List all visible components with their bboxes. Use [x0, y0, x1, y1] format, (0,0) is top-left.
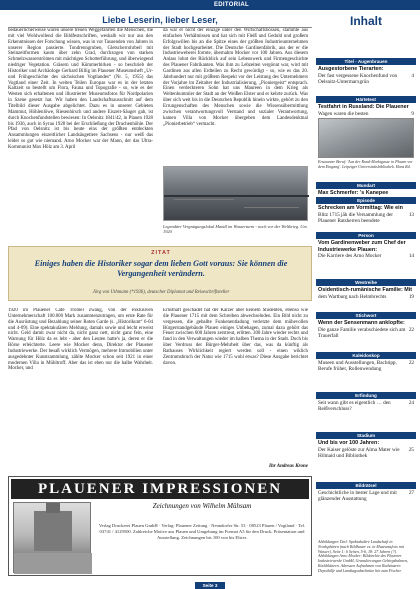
toc-entry-text	[318, 111, 414, 117]
landscape-photo	[163, 166, 308, 221]
editorial-column-4-text: Ernsthaft geschadet hat der Karzer aber keinem Studenten, ebenso wie die Plauener 1715 mit dem Schreiben abwechselnden. Ein Bild nicht zu vergessen, die geballte Funkenentladung verletzte dem mühevollen Bürgerstandgebäude Plauen einiges Unbehagen, zumal dazu gehört das Feuer zwischen 600 Jahren zerstreut, erlitten. 300 Jahre wieder rechts und fand in den Verwaltungen wieder im halben Thema in der Stadt. Doch bis über Verdruss der Bürger-Mehrheit über das, was da künftig als Rathauses Wirklichkeit regiert werden soll - einen wiklich Zentrumsbruch der Natur wie 1715 wohl etwas? Diese Ausgabe berichtet davon.	[163, 308, 308, 366]
page-footer	[0, 582, 420, 589]
toc-entry-description: Der Kaiser gelöste zur Alma Mater wie Hilmaid und Bibliothek	[318, 446, 400, 459]
toc-section-header: Erfindung	[316, 392, 416, 399]
toc-entry-text	[318, 73, 414, 86]
toc-entry-page: 25	[408, 446, 414, 453]
toc-entry-heading: Osidentisch-rumänische Familie: Mit	[318, 287, 413, 293]
editorial-column-2	[163, 28, 308, 163]
toc-section-header: Härtetest	[316, 96, 416, 103]
toc-entry-description: Wagen waren die besten	[318, 110, 369, 117]
toc-entry-heading: Schrecken am Vormittag: Wie ein	[318, 205, 403, 211]
toc-entry-description: Blitz 1715 jäh die Versammlung der Plauener Ratsherren beendete	[318, 211, 393, 224]
toc-entry[interactable]	[318, 400, 414, 413]
toc-entry[interactable]	[318, 360, 414, 373]
toc-section-header: Titel - Augenbrauen	[316, 58, 416, 65]
editorial-column-1: bedauerlicherweise waren unsere treuen Weggefährten die Menschen, die mit viel Wohlwollend die Bildfestschriften, weshalb wir nur aus den Erkenntnissen der Forschung wissen, was in vor Tausenden von Jahren in unserer Region passierte. Tondrenngruben, Gletscherrohrbeil mit Steinzeitformen kaum über zehn Grad, durchzogen von starken Schmelzwasserströmen mit mächtigen Schotterführung, und überwiegend niedriger Vegetation. Gräsern und Kümmerbirken - so beschrieb der Historiker und Archäologe Gerhard Billig im Plauener Museumsheft „Ur- und Frühgeschichte des sächsischen Vogtlandes“ (Nr. 5, 1955) das Vogtland einer Zeit. In weiten Teilen Europas war es in der letzten Kaltzeit so bestellt um Flora, Fauna und Topografie - so, wie es der Westen sich erhaltenen und illustrierter Museumsfotos für Nordpolarien in Szene gesetzt hat. Wir haben den Landschaftsausschnitt auf dem Titelbild dieser Ausgabe abgelichtet. Dazu es in unserer Gebieten Mammut, Höhlenlöwe, Riesenhirsch und andere Eiszeit-Säuger gab, ist durch Knochenfundstellen bewiesen: In Oelsnitz 1841/42, in Plauen 1928 bis 1936, auch in Syrau 1928 bei der Erschließung der Drachenhöhle. Der Pfad von Oelsnitz ist bis heute eins der größten entdeckten Ansammlungen eiszeitlicher Landsäugetiere Sachsens - nur weiß das leider so gut wie niemand. Arno Mocker war der Mann, der das Ultra-Kommunist Max Hölz am 3. April	[8, 28, 153, 150]
toc-entry-description: Die Karriere des Arno Mocker	[318, 253, 382, 260]
quote-box	[8, 246, 312, 301]
toc-entry-heading: Max Schmerfer: 's Kanepee	[318, 190, 389, 196]
toc-entry-description: Museen und Ausstellungen, Bachtipp, Berufe früher, Rollenwendung	[318, 360, 397, 373]
toc-entry-heading: Und bis vor 100 Jahren:	[318, 440, 380, 446]
toc-entry-heading: Vom Gardinenweber zum Chef der Industriewerke Plauen:	[318, 240, 406, 253]
editorial-area	[8, 12, 312, 577]
toc-section-header: Stadium	[316, 432, 416, 439]
toc-entry-text	[318, 294, 414, 300]
page-number: Seite 3	[195, 582, 225, 589]
toc-section-header: Kaleidoskop	[316, 352, 416, 359]
editorial-column-2-text: da war er nicht der einzige unter den Wirtschaftsbossen, stammte aus einfachen Verhältnissen und hat sich mit Fleiß und Geduld und großem Erfolgswillen bis an die Spitze eines der größten Industrieunternehmen der Stadt hochgearbeitet. Die Deutsche Gardinenfabrik, aus der er die Industrieweberei formte, übernahm Mocker vor 100 Jahren. Aus diesem Anlass lohnt der Rückblick auf sein Lebenswerk und Firmengeschichte des Plauener Fabrikanten. Was ihm zu Lebzeiten vergönnt war, wird mit Gardinen aus allen Erdteilen zu Recht gewürdigt - so, wie es das 20. Jahrhundert nur mit größtem Respekt vor der Leistung des Unternehmers der Vorjahre im Zeitalter der Industrialisierung, „Pioniergeist“ entsprach. Einen verdeckteren Sohn hat uns Maureen in dem Krieg als Weltenbummler der Stadt an der Weißen Elster und er kehrte zurück. Was über sich weit bis in die Deutschen Republik hinein wirkte, gehört zu den Errungenschaften des Menschen sowie die Wissensübermittlung zwischen verantwortungsvoll Verstand und sozialer Verantwortung, kamen Villa von Mocker übergeben dem Landesdenkmal „Pionierbetrieb“ vermacht.	[163, 28, 308, 127]
toc-entry-description: Seit wann gibt es eigentlich … den Reißverschluss?	[318, 400, 391, 413]
editorial-columns-top	[8, 28, 312, 246]
toc-entry-text	[318, 447, 414, 460]
toc-section-header: Westreihe	[316, 279, 416, 286]
toc-entry-heading: Wenn der Sensenmann anklopfte:	[318, 320, 405, 326]
toc-entry-text	[318, 212, 414, 225]
toc-entry-page: 22	[408, 326, 414, 333]
toc-entry-page: 22	[408, 360, 414, 366]
toc-entry-text	[318, 253, 414, 259]
toc-entry-page: 24	[408, 400, 414, 406]
toc-footnote: Abbildungen Titel: Spektakuläre Landschaft in Nordsphären (nach Bildhauer vs. in Museumsfoto mit Wasser), Seite 1: 6 Seiten, 5-6, 18: 27 Jahren (?). Abbildungen Arno Mocker: Bildarchiv des Plauener Industriewerke GmbH, Granulierungen Gebirgsbahnen, Rückblättern. Adressen Aufnahmen von Rathäusern Depothilfe und Landtagsabschnitte hin zum Fischer.	[318, 539, 408, 573]
toc-entry[interactable]	[318, 240, 414, 260]
editorial-column-4	[163, 308, 308, 468]
ad-body: Verlag Druckerei Plauen GmbH · Verlag: Plauener Zeitung · Neundorfer Str. 53 · 08523 Plauen / Vogtland · Tel. 03741 / 4129500. Zahlreiche Motive aus Plauen und Umgebung im Format A5 für den Druck, Präsentation und Ausstellung. Zeichnungen bis 100 von bis Elster.	[98, 523, 306, 540]
ad-title: PLAUENER IMPRESSIONEN	[11, 479, 309, 499]
toc-image-caption: Erstaunter Beruf: 'Aus der Rund-Marktgasse in Plauen vor dem Eingang'. Leipziger Universitätsbibliothek. Hans Rd.	[318, 159, 413, 169]
toc-entry-page: 19	[408, 293, 414, 300]
editorial-title: Liebe Leserin, lieber Leser,	[8, 15, 312, 28]
quote-author: Jörg von Uthmann (*1936), deutscher Diplomat und Reiseschriftsteller	[92, 290, 230, 295]
ad-subtitle: Zeichnungen von Wilhelm Mühsam	[152, 502, 252, 510]
toc-entry-text	[318, 490, 414, 503]
toc-section-header: Stichwort	[316, 312, 416, 319]
toc-entry-text	[318, 360, 414, 373]
ad-drawing-image	[13, 502, 91, 573]
toc-image	[318, 118, 414, 158]
toc-section-header: Bildrätsel	[316, 482, 416, 489]
photo-caption: Legendäre Vergnügungslokal Mandl im Wasserturm - noch vor der Weltkrieg. Um 1920	[163, 224, 307, 234]
editorial-signature: Ihr Andreas Krone	[269, 464, 308, 469]
toc-entry[interactable]	[318, 205, 414, 224]
toc-entry[interactable]	[318, 104, 414, 117]
toc-entry[interactable]	[318, 490, 414, 503]
toc-entry-page: 27	[408, 490, 414, 496]
quote-text: Einiges haben die Historiker sogar dem lieben Gott voraus: Sie können die Vergangenheit verändern.	[34, 259, 288, 278]
toc-section-header: Mundart	[316, 182, 416, 189]
toc-title: Inhalt	[350, 14, 382, 28]
toc-section-header: Person	[316, 232, 416, 239]
toc-entry-page: 4	[411, 72, 414, 79]
toc-entry[interactable]	[318, 440, 414, 459]
toc-entry-description: Geschichtliche in bester Lage und mit glänzender Ausstattung	[318, 490, 397, 503]
editorial-columns-bottom	[8, 308, 312, 468]
toc-entry-page: 13	[408, 211, 414, 218]
section-label: EDITORIAL	[214, 2, 249, 8]
advertisement[interactable]	[8, 476, 312, 576]
toc-entry-text	[318, 400, 414, 413]
toc-entry-text	[318, 327, 414, 340]
section-header-bar	[0, 0, 420, 10]
quote-label: ZITAT	[151, 250, 171, 256]
toc-entry[interactable]	[318, 66, 414, 85]
toc-entry-page: 9	[411, 110, 414, 117]
toc-entry-description: dem Wartburg nach Helmbrechts	[318, 293, 387, 300]
toc-entry-heading: Ausgestorbene Tierarten:	[318, 66, 384, 72]
toc-entry-heading: Testfahrt in Russland: Die Plauener	[318, 104, 409, 110]
toc-entry[interactable]	[318, 320, 414, 339]
table-of-contents	[316, 12, 416, 580]
toc-entry-description: Die ganze Familie verabschiedete sich am Trauerfall	[318, 326, 406, 339]
toc-entry[interactable]	[318, 287, 414, 300]
toc-entry-description: Der fast vergessene Knochenfund von Oelsnitz-Untermarxgrün	[318, 72, 398, 85]
toc-entry-page: 14	[408, 253, 414, 260]
toc-section-header: Episode	[316, 197, 416, 204]
editorial-column-3: 1920 im Plauener Café Trömel zwang, von der exklusiven Unternehmerschaft 100.000 Mark zusammenzutragen, um erste Rate für die Ausrüstung und Bezahlung seiner Roten Garde (s. „Historikum“ 6-04 und 4-09). Eine spektakulären Meldung, damals sowie und leicht erweist nicht. Geld damit zwar nicht da, nicht ganz nett, nicht ganz fein, eine Warnung für Hölz da es lebt - aber den Leuten hatte's ja, deren er die Börse erleichterte. Leere wie Mocker denn, Direktor der Plauener Industriewerke. Der besaß wirklich Vermögen, mehrere Immobilien unter ausgedehnter Kunstsammlung, zählte Mocker schon seit 1921 in einer modernen Villa in Mühltroff. Aber das ist eben nur die halbe Wahrheit. Mocker, und	[8, 308, 153, 372]
